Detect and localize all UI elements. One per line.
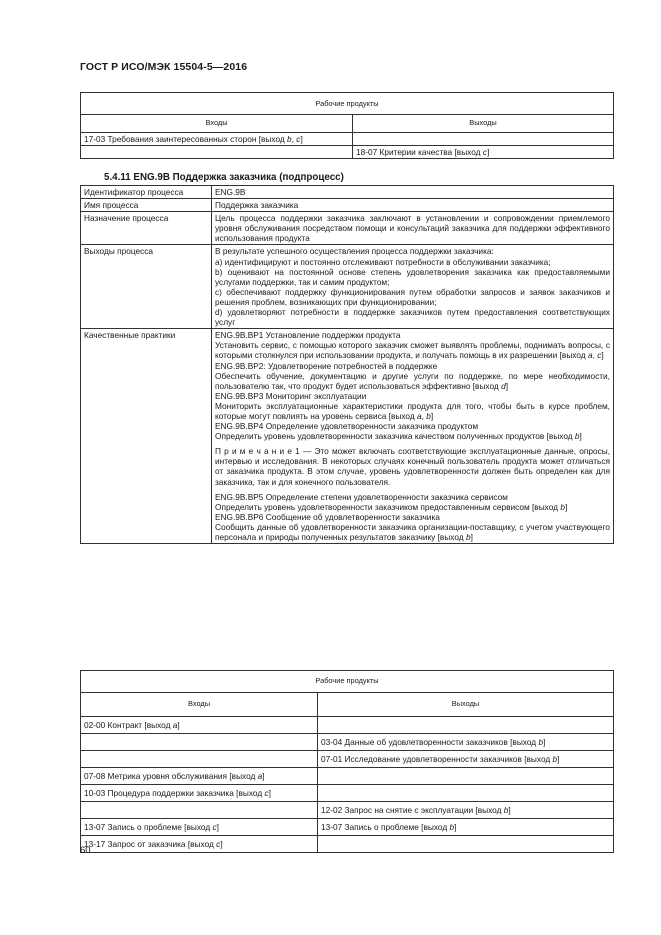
page-number: 60 (80, 845, 91, 856)
process-outcomes-label: Выходы процесса (81, 245, 212, 329)
table-title: Рабочие продукты (81, 93, 614, 115)
bp5-text: Определить уровень удовлетворенности заказчиком предоставленным сервисом [выход b] (215, 501, 568, 512)
bp2-text: Обеспечить обучение, документацию и другие услуги по поддержке, по мере необходимости, пользователю так, что продукт будет использоваться эффективно [выход d] (215, 370, 610, 391)
table-title-row (81, 93, 614, 115)
table-row (81, 132, 614, 145)
output-cell (318, 784, 614, 801)
section-title: 5.4.11 ENG.9B Поддержка заказчика (подпроцесс) (104, 172, 344, 183)
process-outcomes-row (81, 245, 614, 329)
table-header-row (81, 115, 614, 132)
input-cell: 13-07 Запись о проблеме [выход c] (81, 819, 318, 836)
bp2-title: ENG.9B.BP2: Удовлетворение потребностей в поддержке (215, 360, 438, 371)
table-row (81, 767, 614, 784)
process-purpose-value: Цель процесса поддержки заказчика заключают в установлении и сопровождении приемлемого уровня обслуживания посредством помощи и консультаций заказчика для поддержки эффективного использования продукта (212, 212, 614, 245)
outcome-item: b) оценивают на постоянной основе степень удовлетворения заказчика как предоставляемыми услугами поддержки, так и самим продуктом; (215, 266, 610, 287)
table-row (81, 733, 614, 750)
bp1-title: ENG.9B.BP1 Установление поддержки продукта (215, 330, 401, 341)
process-name-row (81, 199, 614, 212)
process-name-label: Имя процесса (81, 199, 212, 212)
bp4-title: ENG.9B.BP4 Определение удовлетворенности заказчика продуктом (215, 421, 479, 432)
process-id-row (81, 186, 614, 199)
process-id-value: ENG.9B (212, 186, 614, 199)
bp5-title: ENG.9B.BP5 Определение степени удовлетворенности заказчика сервисом (215, 491, 508, 502)
process-outcomes-value (212, 245, 614, 329)
output-cell: 03-04 Данные об удовлетворенности заказчиков [выход b] (318, 733, 614, 750)
process-practices-label: Качественные практики (81, 329, 212, 544)
input-cell: 02-00 Контракт [выход a] (81, 716, 318, 733)
process-id-label: Идентификатор процесса (81, 186, 212, 199)
table-title: Рабочие продукты (81, 671, 614, 693)
col-outputs-header: Выходы (318, 693, 614, 716)
output-cell (353, 132, 614, 145)
process-practices-row (81, 329, 614, 544)
process-purpose-label: Назначение процесса (81, 212, 212, 245)
input-cell (81, 802, 318, 819)
input-cell: 10-03 Процедура поддержки заказчика [выход c] (81, 784, 318, 801)
work-products-table (80, 670, 614, 853)
process-name-value: Поддержка заказчика (212, 199, 614, 212)
output-cell (318, 836, 614, 853)
input-cell (81, 733, 318, 750)
input-cell: 13-17 Запрос от заказчика [выход c] (81, 836, 318, 853)
output-cell: 13-07 Запись о проблеме [выход b] (318, 819, 614, 836)
document-header: ГОСТ Р ИСО/МЭК 15504-5—2016 (80, 61, 248, 73)
table-row (81, 716, 614, 733)
outcome-item: d) удовлетворяют потребности в поддержке заказчиков путем предоставления соответствующих услуг (215, 307, 610, 328)
note-1: П р и м е ч а н и е 1 — Это может включать соответствующие эксплуатационные данные, опросы, интервью и исследования. В некоторых случаях конечный пользователь продукта может отличаться от заказчика продукта. В этом случае, уровень удовлетворенности должен быть определен как для заказчика, так и для конечного пользователя. (215, 446, 610, 487)
col-inputs-header: Входы (81, 115, 353, 132)
work-products-table-top (80, 92, 614, 159)
col-outputs-header: Выходы (353, 115, 614, 132)
outcome-item: с) обеспечивают поддержку функционирования путем обработки запросов и заявок заказчиков и решения проблем, возникающих при функционировании; (215, 286, 610, 307)
table-row (81, 819, 614, 836)
bp1-text: Установить сервис, с помощью которого заказчик сможет выявлять проблемы, поднимать вопросы, с которыми столкнулся при использовании продукта, и получать помощь в их разрешении [выход a, c] (215, 340, 610, 361)
col-inputs-header: Входы (81, 693, 318, 716)
process-purpose-row (81, 212, 614, 245)
input-cell: 07-08 Метрика уровня обслуживания [выход a] (81, 767, 318, 784)
table-row (81, 836, 614, 853)
table-row (81, 802, 614, 819)
output-cell (318, 767, 614, 784)
table-row (81, 750, 614, 767)
table-title-row (81, 671, 614, 693)
table-header-row (81, 693, 614, 716)
bp6-title: ENG.9B.BP6 Сообщение об удовлетворенности заказчика (215, 511, 440, 522)
process-practices-value (212, 329, 614, 544)
output-cell: 18-07 Критерии качества [выход c] (353, 145, 614, 158)
input-cell: 17-03 Требования заинтересованных сторон [выход b, c] (81, 132, 353, 145)
output-cell: 12-02 Запрос на снятие с эксплуатации [выход b] (318, 802, 614, 819)
bp3-title: ENG.9B.BP3 Мониторинг эксплуатации (215, 390, 367, 401)
outcome-intro: В результате успешного осуществления процесса поддержки заказчика: (215, 246, 494, 257)
table-row (81, 145, 614, 158)
outcome-item: а) идентифицируют и постоянно отслеживают потребности в обслуживании заказчика; (215, 256, 551, 267)
output-cell: 07-01 Исследование удовлетворенности заказчиков [выход b] (318, 750, 614, 767)
input-cell (81, 750, 318, 767)
table-row (81, 784, 614, 801)
process-table (80, 185, 614, 544)
bp6-text: Сообщить данные об удовлетворенности заказчика организации-поставщику, с учетом участвующего персонала и природы полученных результатов заказчику [выход b] (215, 521, 610, 542)
input-cell (81, 145, 353, 158)
bp4-text: Определить уровень удовлетворенности заказчика качеством полученных продуктов [выход b] (215, 431, 582, 442)
output-cell (318, 716, 614, 733)
bp3-text: Мониторить эксплуатационные характеристики продукта для того, чтобы быть в курсе проблем, которые могут повлиять на уровень сервиса [выход a, b] (215, 400, 610, 421)
